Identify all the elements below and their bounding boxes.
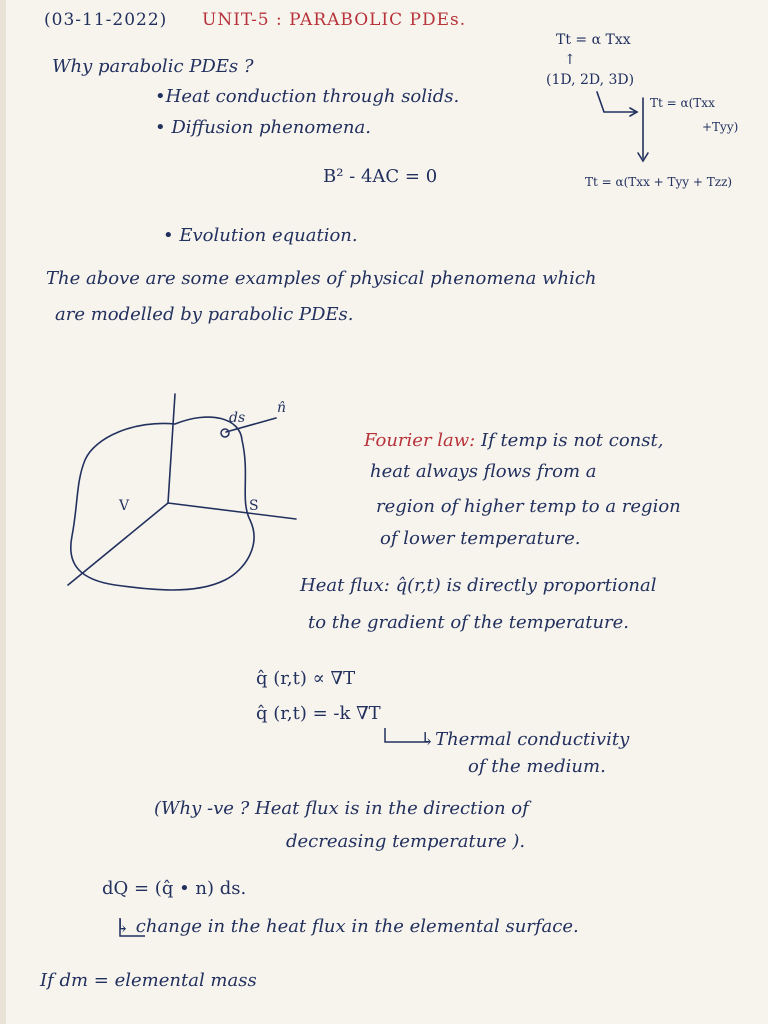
fourier-title: Fourier law: bbox=[364, 430, 476, 451]
heat-flux-line1: Heat flux: q̂(r,t) is directly proportional bbox=[300, 575, 657, 596]
heat-flux-eq2: q̂ (r,t) = -k ∇T bbox=[256, 703, 381, 724]
label-ds: ds bbox=[229, 410, 246, 426]
volume-boundary bbox=[71, 417, 254, 590]
label-surface: S bbox=[249, 498, 259, 514]
eq-1d: Tt = α Txx bbox=[556, 32, 631, 48]
page-title: UNIT-5 : PARABOLIC PDEs. bbox=[202, 10, 467, 30]
axis-x bbox=[68, 503, 168, 585]
paragraph-line2: are modelled by parabolic PDEs. bbox=[55, 304, 354, 325]
fourier-line3: region of higher temp to a region bbox=[376, 496, 681, 517]
label-volume: V bbox=[119, 498, 130, 514]
heat-flux-line2: to the gradient of the temperature. bbox=[308, 612, 630, 633]
axis-y bbox=[168, 503, 296, 519]
fourier-text1: If temp is not const, bbox=[475, 430, 664, 451]
date: (03-11-2022) bbox=[44, 10, 168, 30]
fourier-line1 bbox=[364, 430, 663, 451]
dq-equation: dQ = (q̂ • n) ds. bbox=[102, 878, 247, 899]
discriminant: B² - 4AC = 0 bbox=[323, 166, 438, 187]
bullet-evolution: • Evolution equation. bbox=[163, 225, 358, 246]
thermal-note2: of the medium. bbox=[468, 756, 606, 777]
fourier-line4: of lower temperature. bbox=[380, 528, 581, 549]
ds-point bbox=[221, 429, 229, 437]
thermal-note1: ↳Thermal conductivity bbox=[420, 729, 630, 750]
arrow-up-icon: ↑ bbox=[564, 52, 576, 68]
label-normal: n̂ bbox=[277, 400, 287, 416]
why-negative-line2: decreasing temperature ). bbox=[286, 831, 526, 852]
eq-2d-part1: Tt = α(Txx bbox=[650, 96, 715, 110]
bullet-diffusion: • Diffusion phenomena. bbox=[155, 117, 371, 138]
elemental-mass-line: If dm = elemental mass bbox=[40, 970, 257, 991]
heat-flux-eq1: q̂ (r,t) ∝ ∇T bbox=[256, 668, 356, 689]
why-negative-line1: (Why -ve ? Heat flux is in the direction of bbox=[154, 798, 529, 819]
eq-2d-part2: +Tyy) bbox=[702, 120, 739, 134]
fourier-line2: heat always flows from a bbox=[370, 461, 597, 482]
dq-note: ↳ change in the heat flux in the elemental surface. bbox=[115, 916, 579, 937]
axis-z bbox=[168, 394, 175, 503]
paragraph-line1: The above are some examples of physical phenomena which bbox=[46, 268, 597, 289]
why-question: Why parabolic PDEs ? bbox=[52, 56, 254, 77]
bullet-heat-conduction: •Heat conduction through solids. bbox=[155, 86, 460, 107]
dimensions-label: (1D, 2D, 3D) bbox=[546, 72, 635, 88]
eq-3d: Tt = α(Txx + Tyy + Tzz) bbox=[585, 175, 733, 189]
